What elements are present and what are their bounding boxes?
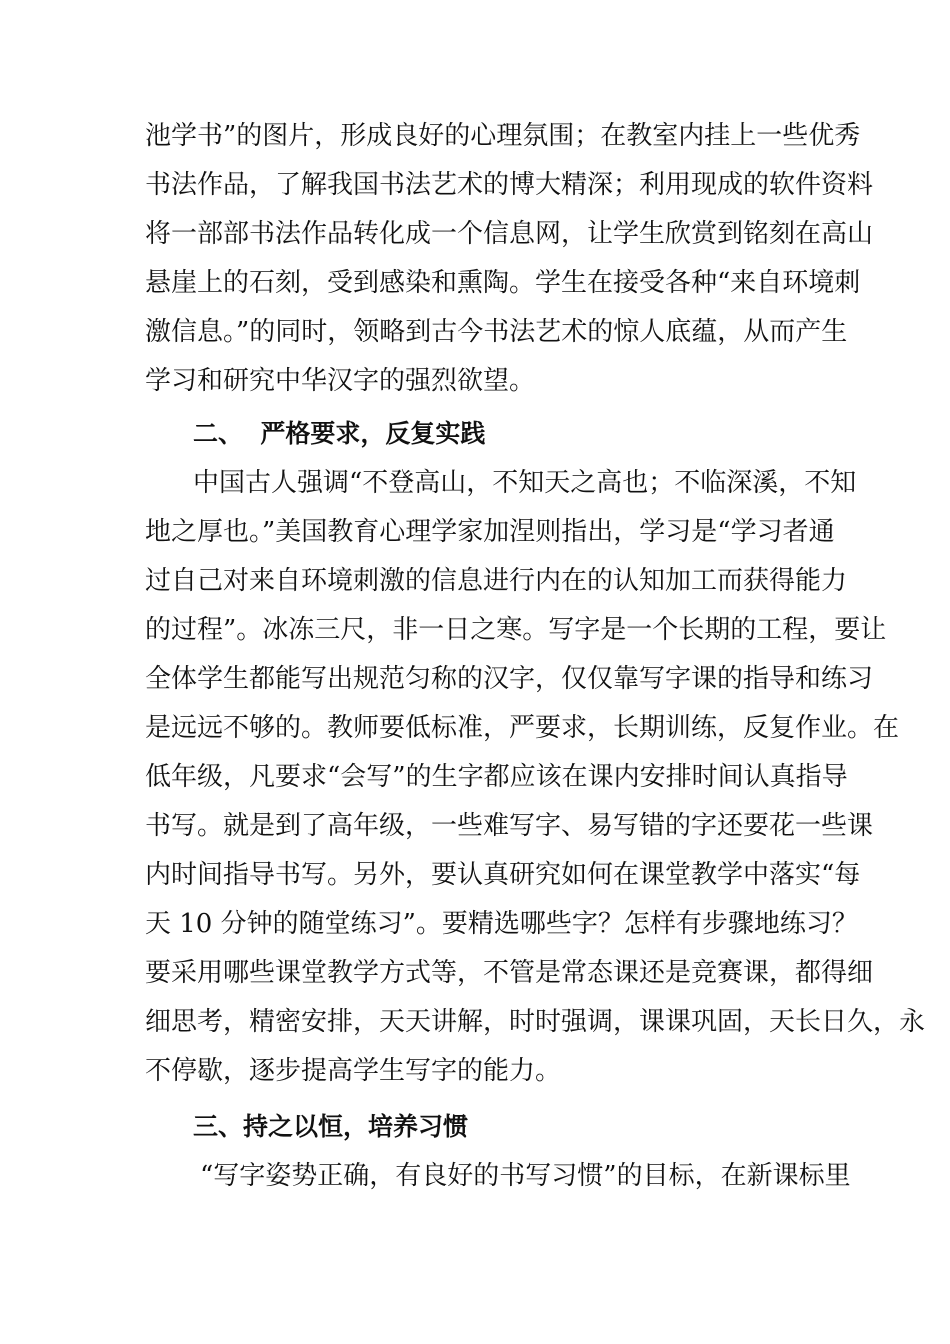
paragraph-2-line-6: 是远远不够的。教师要低标准，严要求，长期训练，反复作业。在 <box>145 713 900 743</box>
paragraph-2-line-3: 过自己对来自环境刺激的信息进行内在的认知加工而获得能力 <box>145 566 848 596</box>
paragraph-2-line-4: 的过程”。冰冻三尺，非一日之寒。写字是一个长期的工程，要让 <box>145 615 887 645</box>
paragraph-2-line-2: 地之厚也。”美国教育心理学家加涅则指出，学习是“学习者通 <box>145 517 835 547</box>
section-heading-3: 三、持之以恒，培养习惯 <box>193 1112 469 1141</box>
paragraph-1-line-4: 悬崖上的石刻，受到感染和熏陶。学生在接受各种“来自环境刺 <box>145 268 861 298</box>
paragraph-1-line-2: 书法作品，了解我国书法艺术的博大精深；利用现成的软件资料 <box>145 170 874 200</box>
paragraph-3-line-1: “写字姿势正确，有良好的书写习惯”的目标，在新课标里 <box>200 1161 851 1191</box>
paragraph-1-line-5: 激信息。”的同时，领略到古今书法艺术的惊人底蕴，从而产生 <box>145 317 848 347</box>
paragraph-2-line-1: 中国古人强调“不登高山，不知天之高也；不临深溪，不知 <box>193 468 857 498</box>
paragraph-2-line-10: 天 10 分钟的随堂练习”。要精选哪些字？怎样有步骤地练习？ <box>145 909 858 939</box>
paragraph-2-line-11: 要采用哪些课堂教学方式等，不管是常态课还是竞赛课，都得细 <box>145 958 874 988</box>
paragraph-2-line-8: 书写。就是到了高年级，一些难写字、易写错的字还要花一些课 <box>145 811 874 841</box>
paragraph-2-line-9: 内时间指导书写。另外，要认真研究如何在课堂教学中落实“每 <box>145 860 861 890</box>
section-heading-2: 二、 严格要求，反复实践 <box>193 419 486 448</box>
paragraph-2-line-12: 细思考，精密安排，天天讲解，时时强调，课课巩固，天长日久，永 <box>145 1007 926 1037</box>
paragraph-2-line-5: 全体学生都能写出规范匀称的汉字，仅仅靠写字课的指导和练习 <box>145 664 874 694</box>
paragraph-1-line-1: 池学书”的图片，形成良好的心理氛围；在教室内挂上一些优秀 <box>145 121 861 151</box>
paragraph-1-line-3: 将一部部书法作品转化成一个信息网，让学生欣赏到铭刻在高山 <box>145 219 874 249</box>
paragraph-1-line-6: 学习和研究中华汉字的强烈欲望。 <box>145 366 536 396</box>
paragraph-2-line-7: 低年级，凡要求“会写”的生字都应该在课内安排时间认真指导 <box>145 762 848 792</box>
paragraph-2-line-13: 不停歇，逐步提高学生写字的能力。 <box>145 1056 562 1086</box>
